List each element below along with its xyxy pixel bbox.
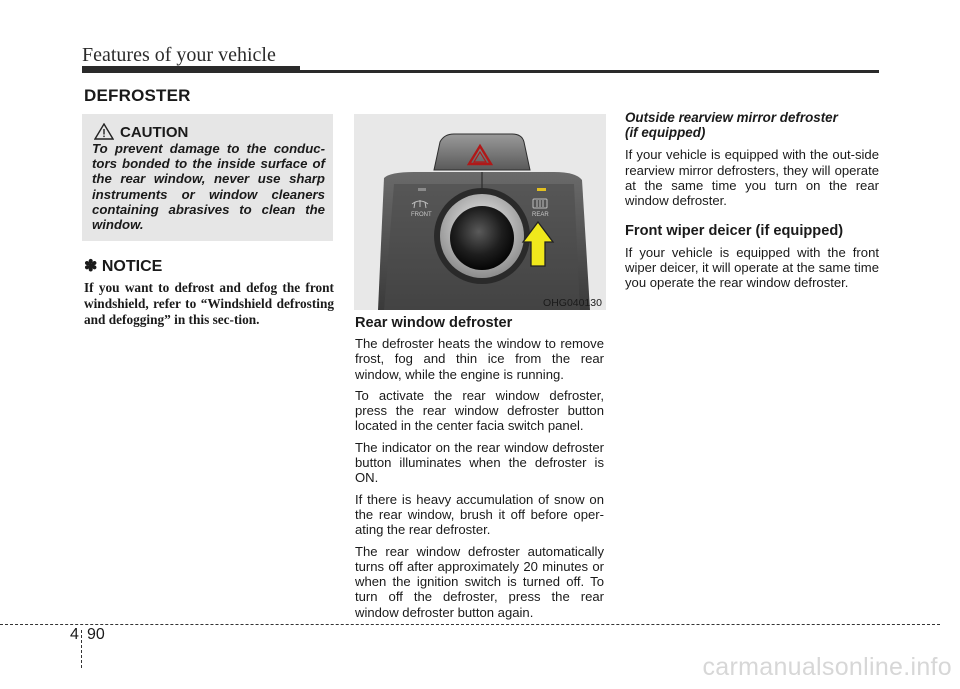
wiper-deicer-text: If your vehicle is equipped with the front wiper deicer, it will operate at the same time you operate the rear window defroster. bbox=[625, 244, 879, 291]
mirror-defroster-text: If your vehicle is equipped with the out-side rearview mirror defrosters, they will operate at the same time you turn on the rear window defroster. bbox=[625, 147, 879, 209]
front-label: FRONT bbox=[411, 212, 432, 218]
defroster-figure bbox=[354, 114, 606, 310]
page-number: 90 bbox=[87, 626, 105, 643]
chapter-number: 4 bbox=[70, 626, 79, 643]
rear-defroster-paragraph: The defroster heats the window to remove frost, fog and thin ice from the rear window, while the engine is running. bbox=[355, 336, 604, 382]
volume-knob bbox=[450, 206, 514, 270]
section-title: DEFROSTER bbox=[84, 86, 191, 105]
mirror-defroster-heading bbox=[625, 110, 879, 140]
watermark: carmanualsonline.info bbox=[702, 653, 952, 681]
rear-defroster-paragraph: The indicator on the rear window defroster button illuminates when the defroster is ON. bbox=[355, 439, 604, 486]
footer-rule bbox=[0, 624, 940, 625]
notice-text: If you want to defrost and defog the front windshield, refer to “Windshield defrosting and defogging” in this sec-tion. bbox=[84, 280, 334, 328]
mirror-defroster-heading-line2: (if equipped) bbox=[625, 125, 706, 141]
footer-divider bbox=[81, 630, 82, 668]
rear-label: REAR bbox=[532, 212, 549, 218]
center-fascia-illustration bbox=[354, 114, 606, 310]
caution-header bbox=[94, 122, 188, 141]
rear-defroster-section bbox=[355, 315, 604, 626]
warning-triangle-icon bbox=[94, 123, 114, 140]
mirror-defroster-heading-line1: Outside rearview mirror defroster bbox=[625, 110, 838, 125]
right-column bbox=[625, 110, 879, 296]
figure-code: OHG040130 bbox=[543, 297, 602, 309]
page-header-title: Features of your vehicle bbox=[82, 44, 276, 66]
rear-defroster-paragraph: If there is heavy accumulation of snow on the rear window, brush it off before oper-ating the rear defroster. bbox=[355, 491, 604, 538]
rear-defroster-heading: Rear window defroster bbox=[355, 315, 513, 331]
rear-defroster-paragraph: To activate the rear window defroster, press the rear window defroster button located in the center facia switch panel. bbox=[355, 387, 604, 434]
rear-defroster-paragraph: The rear window defroster automatically turns off after approximately 20 minutes or when the ignition switch is turned off. To turn off the defroster, press the rear window defroster button again. bbox=[355, 543, 604, 620]
notice-title: ✽ NOTICE bbox=[84, 258, 163, 275]
caution-title: CAUTION bbox=[120, 124, 189, 141]
caution-text: To prevent damage to the conduc-tors bonded to the inside surface of the rear window, never use sharp instruments or window cleaners containing abrasives to clean the window. bbox=[92, 141, 325, 233]
wiper-deicer-heading: Front wiper deicer (if equipped) bbox=[625, 222, 844, 239]
header-rule-thin bbox=[82, 70, 879, 73]
